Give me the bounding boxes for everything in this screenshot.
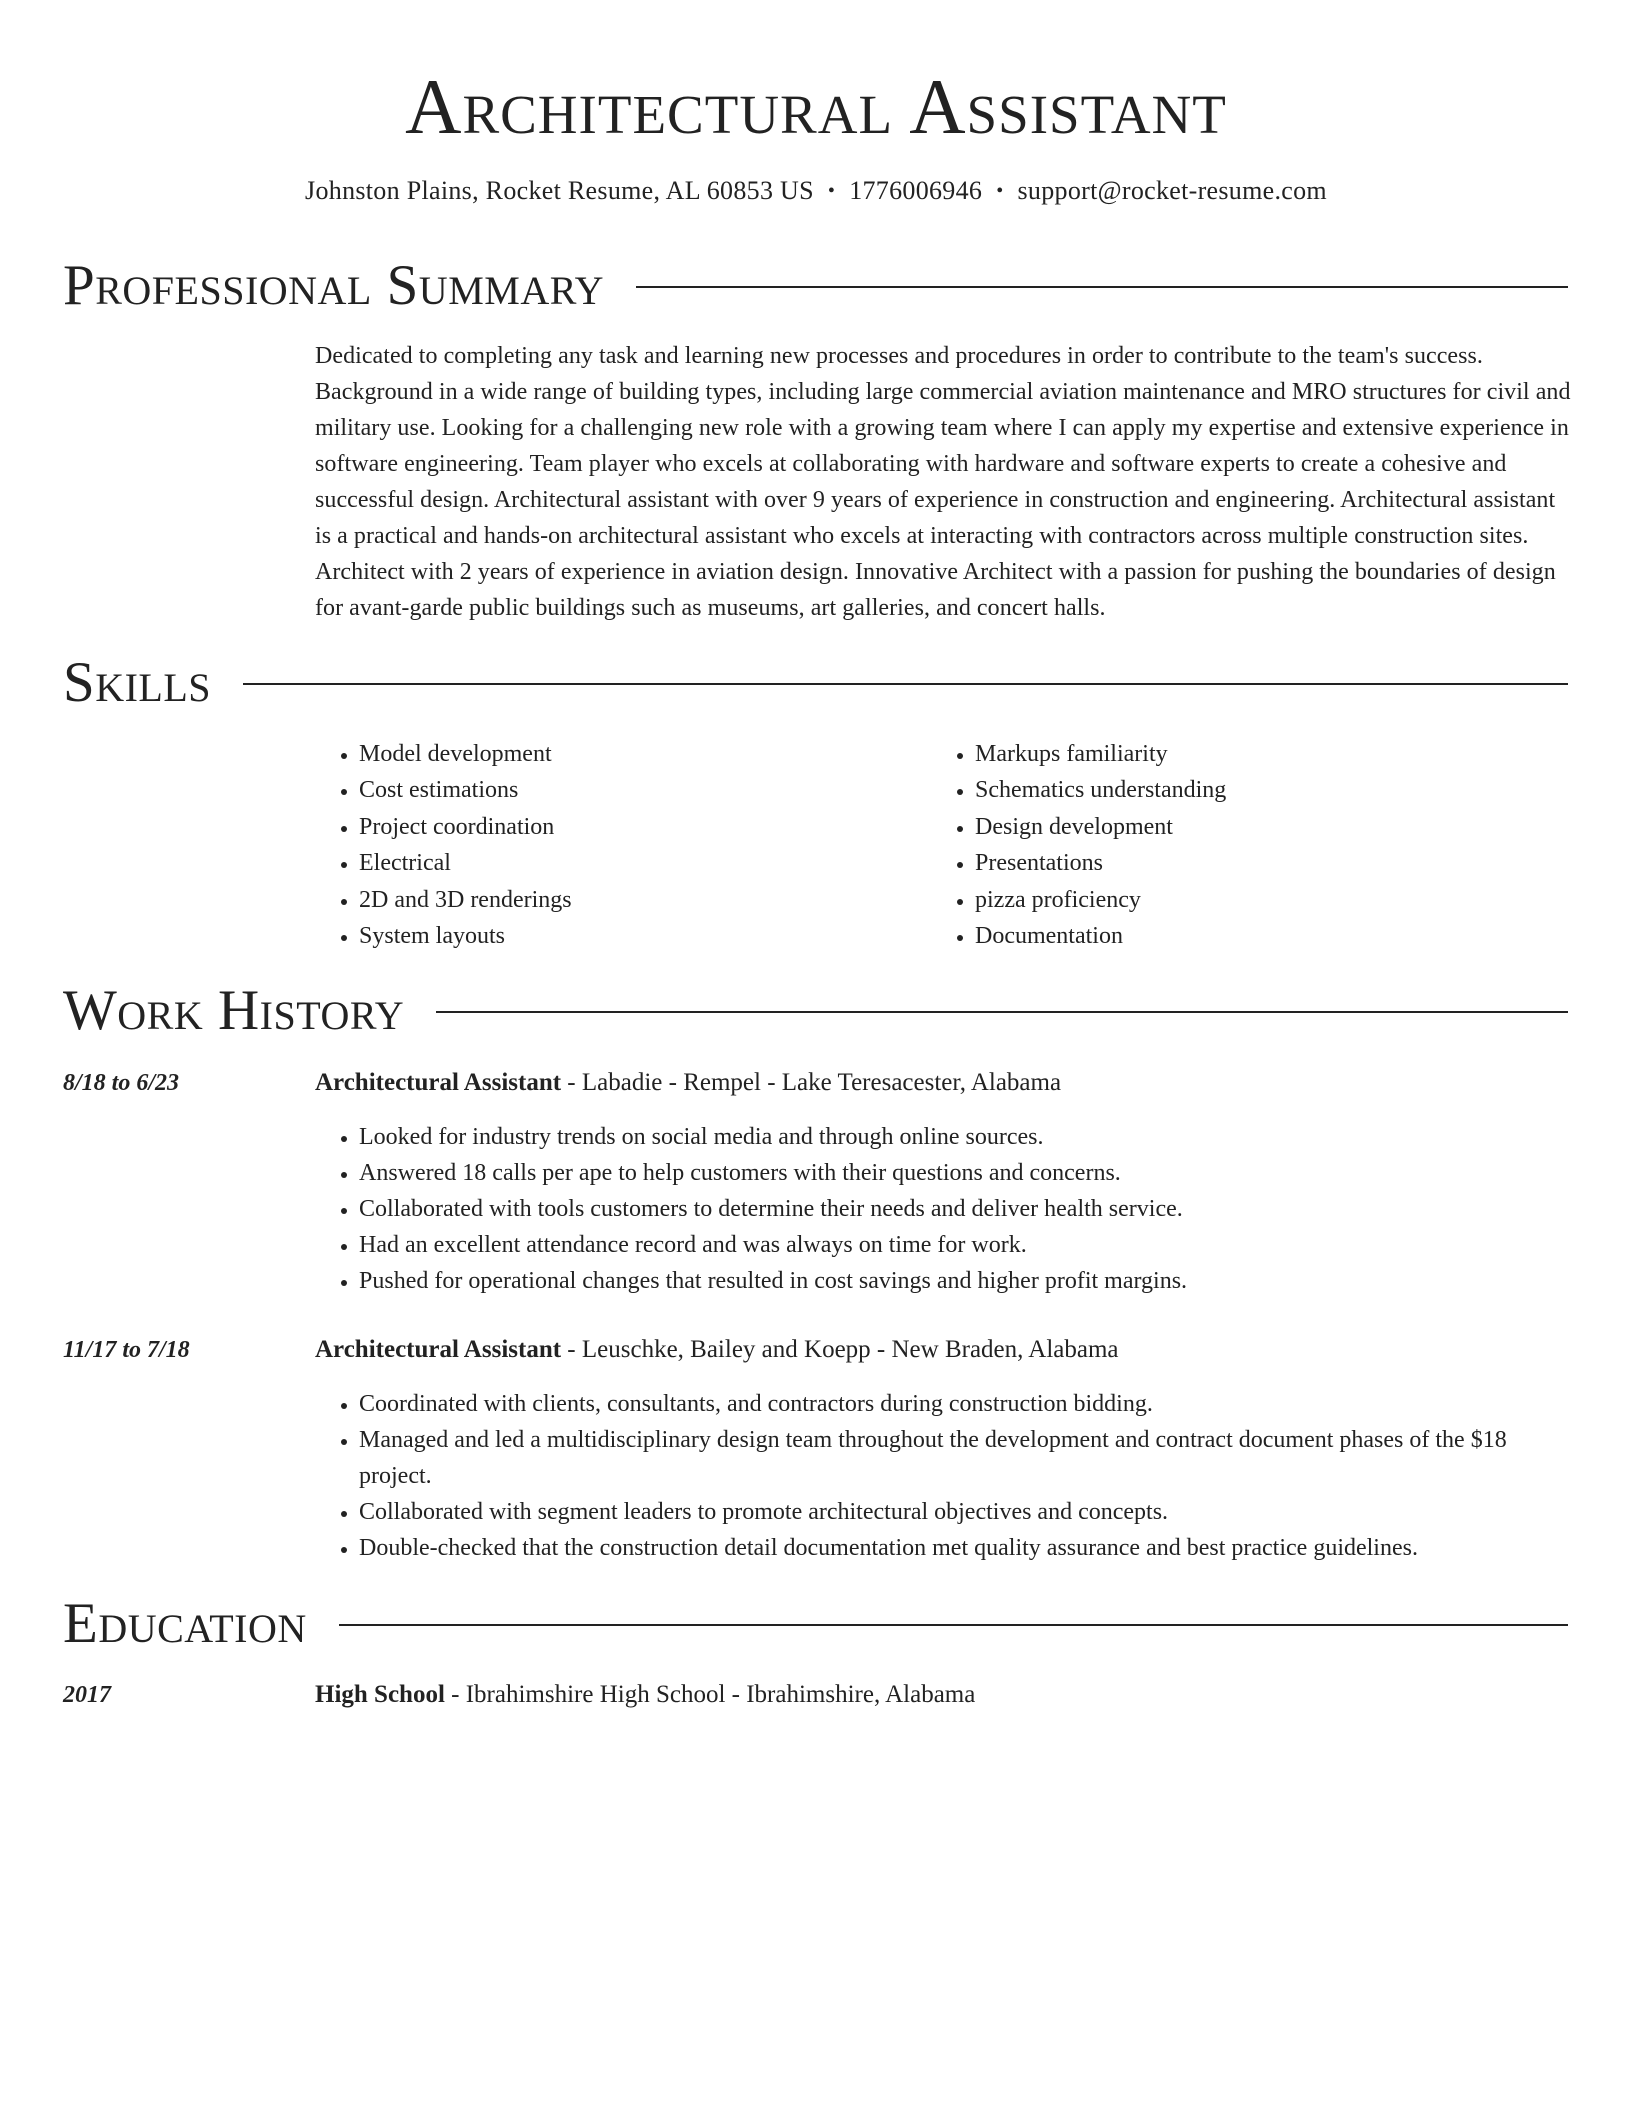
section-divider — [339, 1624, 1568, 1626]
job-bullet: • Managed and led a multidisciplinary design team throughout the development and contract document phases of the $18 project. — [359, 1422, 1573, 1494]
skill-item: • Documentation — [975, 918, 1595, 954]
skill-item: • Presentations — [975, 845, 1595, 881]
contact-email: support@rocket-resume.com — [1017, 176, 1327, 205]
job-dates: 11/17 to 7/18 — [63, 1337, 190, 1363]
education-degree: High School — [315, 1681, 445, 1708]
section-divider — [243, 683, 1568, 685]
job-dates: 8/18 to 6/23 — [63, 1070, 180, 1096]
job-role: Architectural Assistant — [315, 1336, 562, 1363]
job-employer: - Leuschke, Bailey and Koepp - New Braden, Alabama — [561, 1336, 1119, 1363]
skill-item: • Model development — [359, 736, 919, 772]
job-bullet: • Pushed for operational changes that resulted in cost savings and higher profit margins. — [359, 1263, 1573, 1299]
section-divider — [636, 286, 1568, 288]
skill-item: • Cost estimations — [359, 772, 919, 808]
job-bullets — [315, 1119, 1573, 1299]
skill-item: • Design development — [975, 809, 1595, 845]
job-bullet: • Collaborated with segment leaders to promote architectural objectives and concepts. — [359, 1494, 1573, 1530]
job-bullet: • Collaborated with tools customers to determine their needs and deliver health service. — [359, 1191, 1573, 1227]
job-bullet: • Coordinated with clients, consultants, and contractors during construction bidding. — [359, 1386, 1573, 1422]
section-title: Professional Summary — [63, 254, 605, 317]
job-bullet: • Double-checked that the construction detail documentation met quality assurance and best practice guidelines. — [359, 1530, 1573, 1566]
job-heading — [315, 1065, 1573, 1101]
section-education — [63, 1591, 1568, 1657]
skill-item: • pizza proficiency — [975, 882, 1595, 918]
section-title: Work History — [63, 979, 405, 1042]
skills-list-left — [315, 736, 919, 954]
contact-separator: • — [996, 180, 1004, 202]
contact-line — [0, 173, 1632, 209]
contact-location: Johnston Plains, Rocket Resume, AL 60853 US — [305, 176, 814, 205]
education-school: - Ibrahimshire High School - Ibrahimshire, Alabama — [444, 1681, 976, 1708]
skill-item: • Electrical — [359, 845, 919, 881]
resume-name: Architectural Assistant — [405, 63, 1227, 150]
skill-item: • System layouts — [359, 918, 919, 954]
section-title: Education — [63, 1592, 307, 1655]
education-year: 2017 — [63, 1682, 111, 1708]
skill-item: • Project coordination — [359, 809, 919, 845]
contact-separator: • — [827, 180, 836, 202]
job-heading — [315, 1332, 1573, 1368]
education-heading — [315, 1677, 1573, 1713]
job-bullets — [315, 1386, 1573, 1566]
section-title: Skills — [63, 651, 212, 714]
skill-item: • Schematics understanding — [975, 772, 1595, 808]
job-bullet: • Looked for industry trends on social media and through online sources. — [359, 1119, 1573, 1155]
job-employer: - Labadie - Rempel - Lake Teresacester, Alabama — [561, 1069, 1062, 1096]
job-role: Architectural Assistant — [315, 1069, 562, 1096]
skills-list-right — [931, 736, 1595, 954]
section-professional-summary — [63, 253, 1568, 319]
section-divider — [436, 1011, 1568, 1013]
summary-paragraph: Dedicated to completing any task and learning new processes and procedures in order to contribute to the team's success. Background in a wide range of building types, including large commercial aviation maintenance and MRO structures for civil and military use. Looking for a challenging new role with a growing team where I can apply my expertise and extensive experience in software engineering. Team player who excels at collaborating with hardware and software experts to create a cohesive and successful design. Architectural assistant with over 9 years of experience in construction and engineering. Architectural assistant is a practical and hands-on architectural assistant who excels at interacting with contractors across multiple construction sites. Architect with 2 years of experience in aviation design. Innovative Architect with a passion for pushing the boundaries of design for avant-garde public buildings such as museums, art galleries, and concert halls. — [315, 343, 1571, 621]
section-skills — [63, 650, 1568, 716]
section-work-history — [63, 978, 1568, 1044]
job-bullet: • Answered 18 calls per ape to help customers with their questions and concerns. — [359, 1155, 1573, 1191]
contact-phone: 1776006946 — [849, 176, 983, 205]
job-bullet: • Had an excellent attendance record and was always on time for work. — [359, 1227, 1573, 1263]
skill-item: • Markups familiarity — [975, 736, 1595, 772]
skill-item: • 2D and 3D renderings — [359, 882, 919, 918]
